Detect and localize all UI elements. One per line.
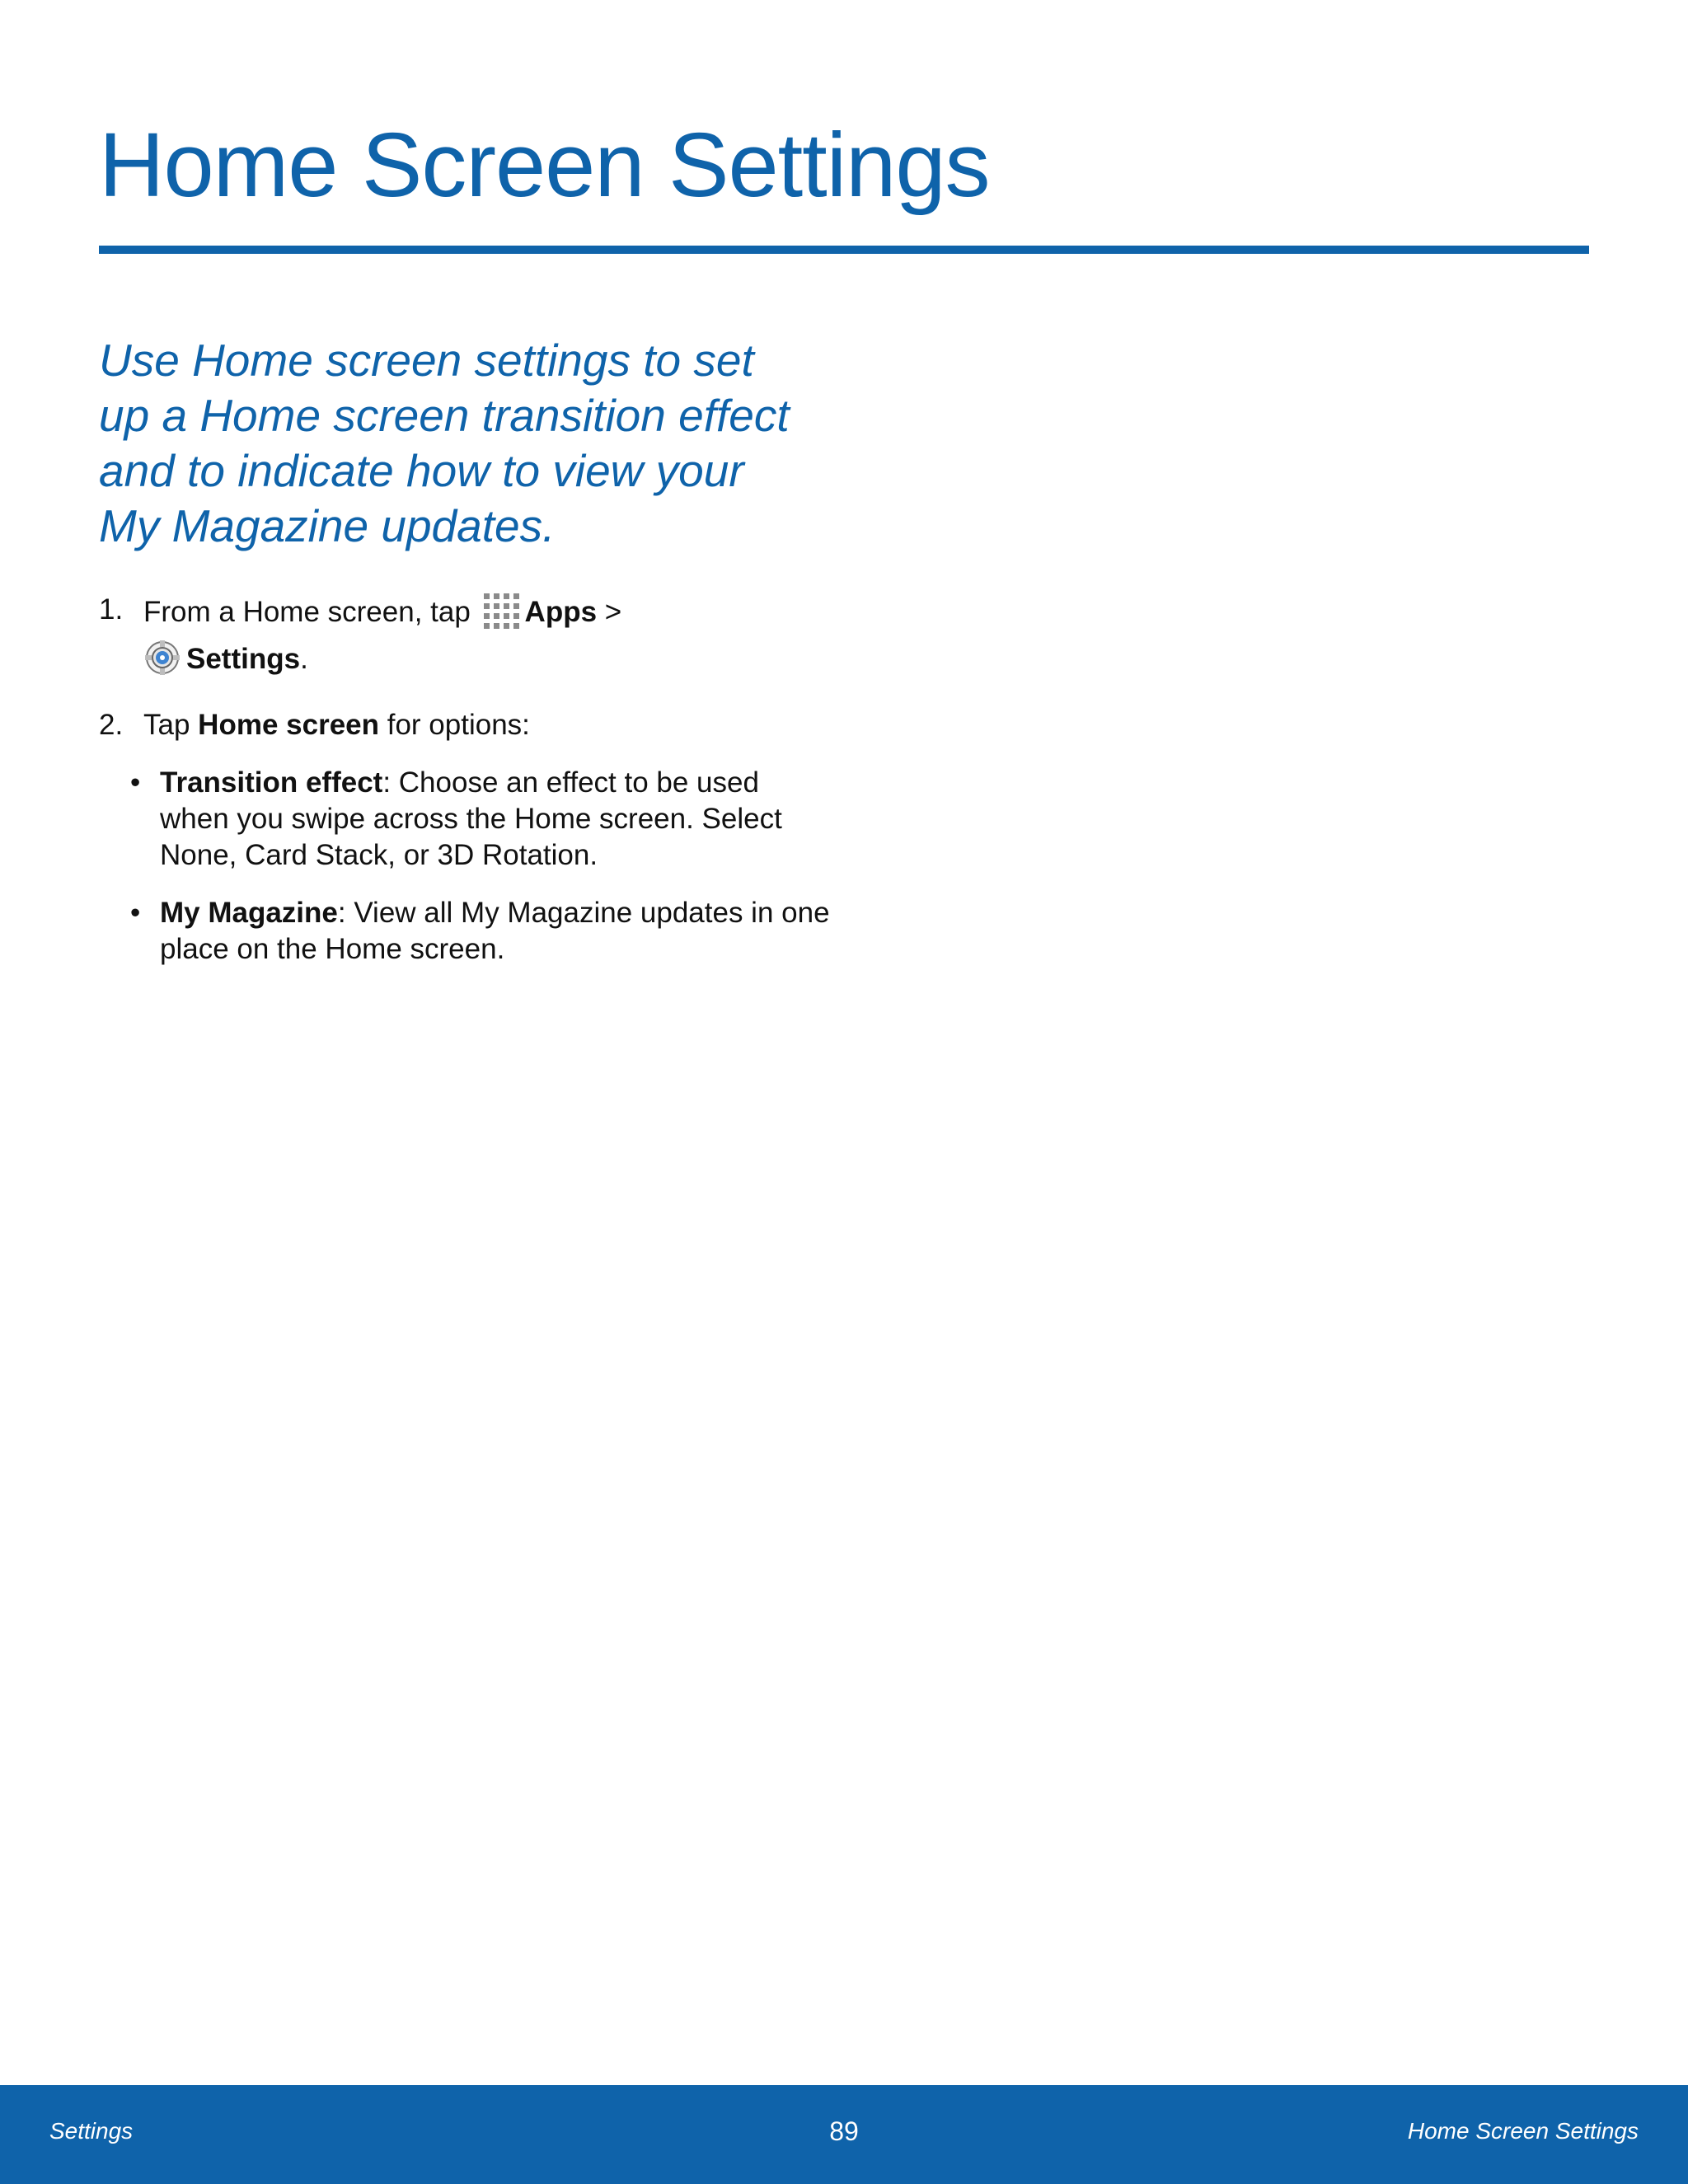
instruction-steps (99, 592, 832, 989)
option-term: My Magazine (160, 897, 338, 929)
page-number: 89 (829, 2116, 859, 2146)
footer-chapter-label: Home Screen Settings (1407, 2118, 1639, 2144)
option-list (99, 765, 832, 968)
step-1-prefix: From a Home screen, tap (143, 596, 471, 628)
settings-gear-icon (143, 639, 181, 686)
bullet-icon: • (130, 897, 141, 929)
settings-label: Settings (186, 643, 301, 675)
step-2-suffix: for options: (387, 709, 530, 741)
step-1-separator: > (604, 596, 622, 628)
option-item (129, 765, 832, 874)
home-screen-label: Home screen (198, 709, 379, 741)
step-1-suffix: . (300, 643, 308, 675)
step-1 (99, 592, 832, 686)
page-title: Home Screen Settings (99, 115, 990, 216)
title-divider (99, 246, 1589, 254)
bullet-icon: • (130, 766, 141, 799)
option-description: : Choose an effect to be used when you swipe across the Home screen. Select None, Card Stack, or 3D Rotation. (160, 766, 782, 871)
option-item (129, 895, 832, 968)
step-2-prefix: Tap (143, 709, 190, 741)
apps-label: Apps (524, 596, 598, 628)
intro-text: Use Home screen settings to set up a Home screen transition effect and to indicate how to view your My Magazine updates. (99, 335, 790, 551)
option-term: Transition effect (160, 766, 383, 799)
step-2 (99, 707, 832, 743)
apps-grid-icon (482, 592, 520, 639)
step-number: 1. (99, 593, 124, 626)
option-description: : View all My Magazine updates in one place on the Home screen. (160, 897, 830, 965)
footer-section-label: Settings (49, 2118, 134, 2144)
page-footer (0, 2085, 1688, 2184)
step-number: 2. (99, 709, 124, 741)
